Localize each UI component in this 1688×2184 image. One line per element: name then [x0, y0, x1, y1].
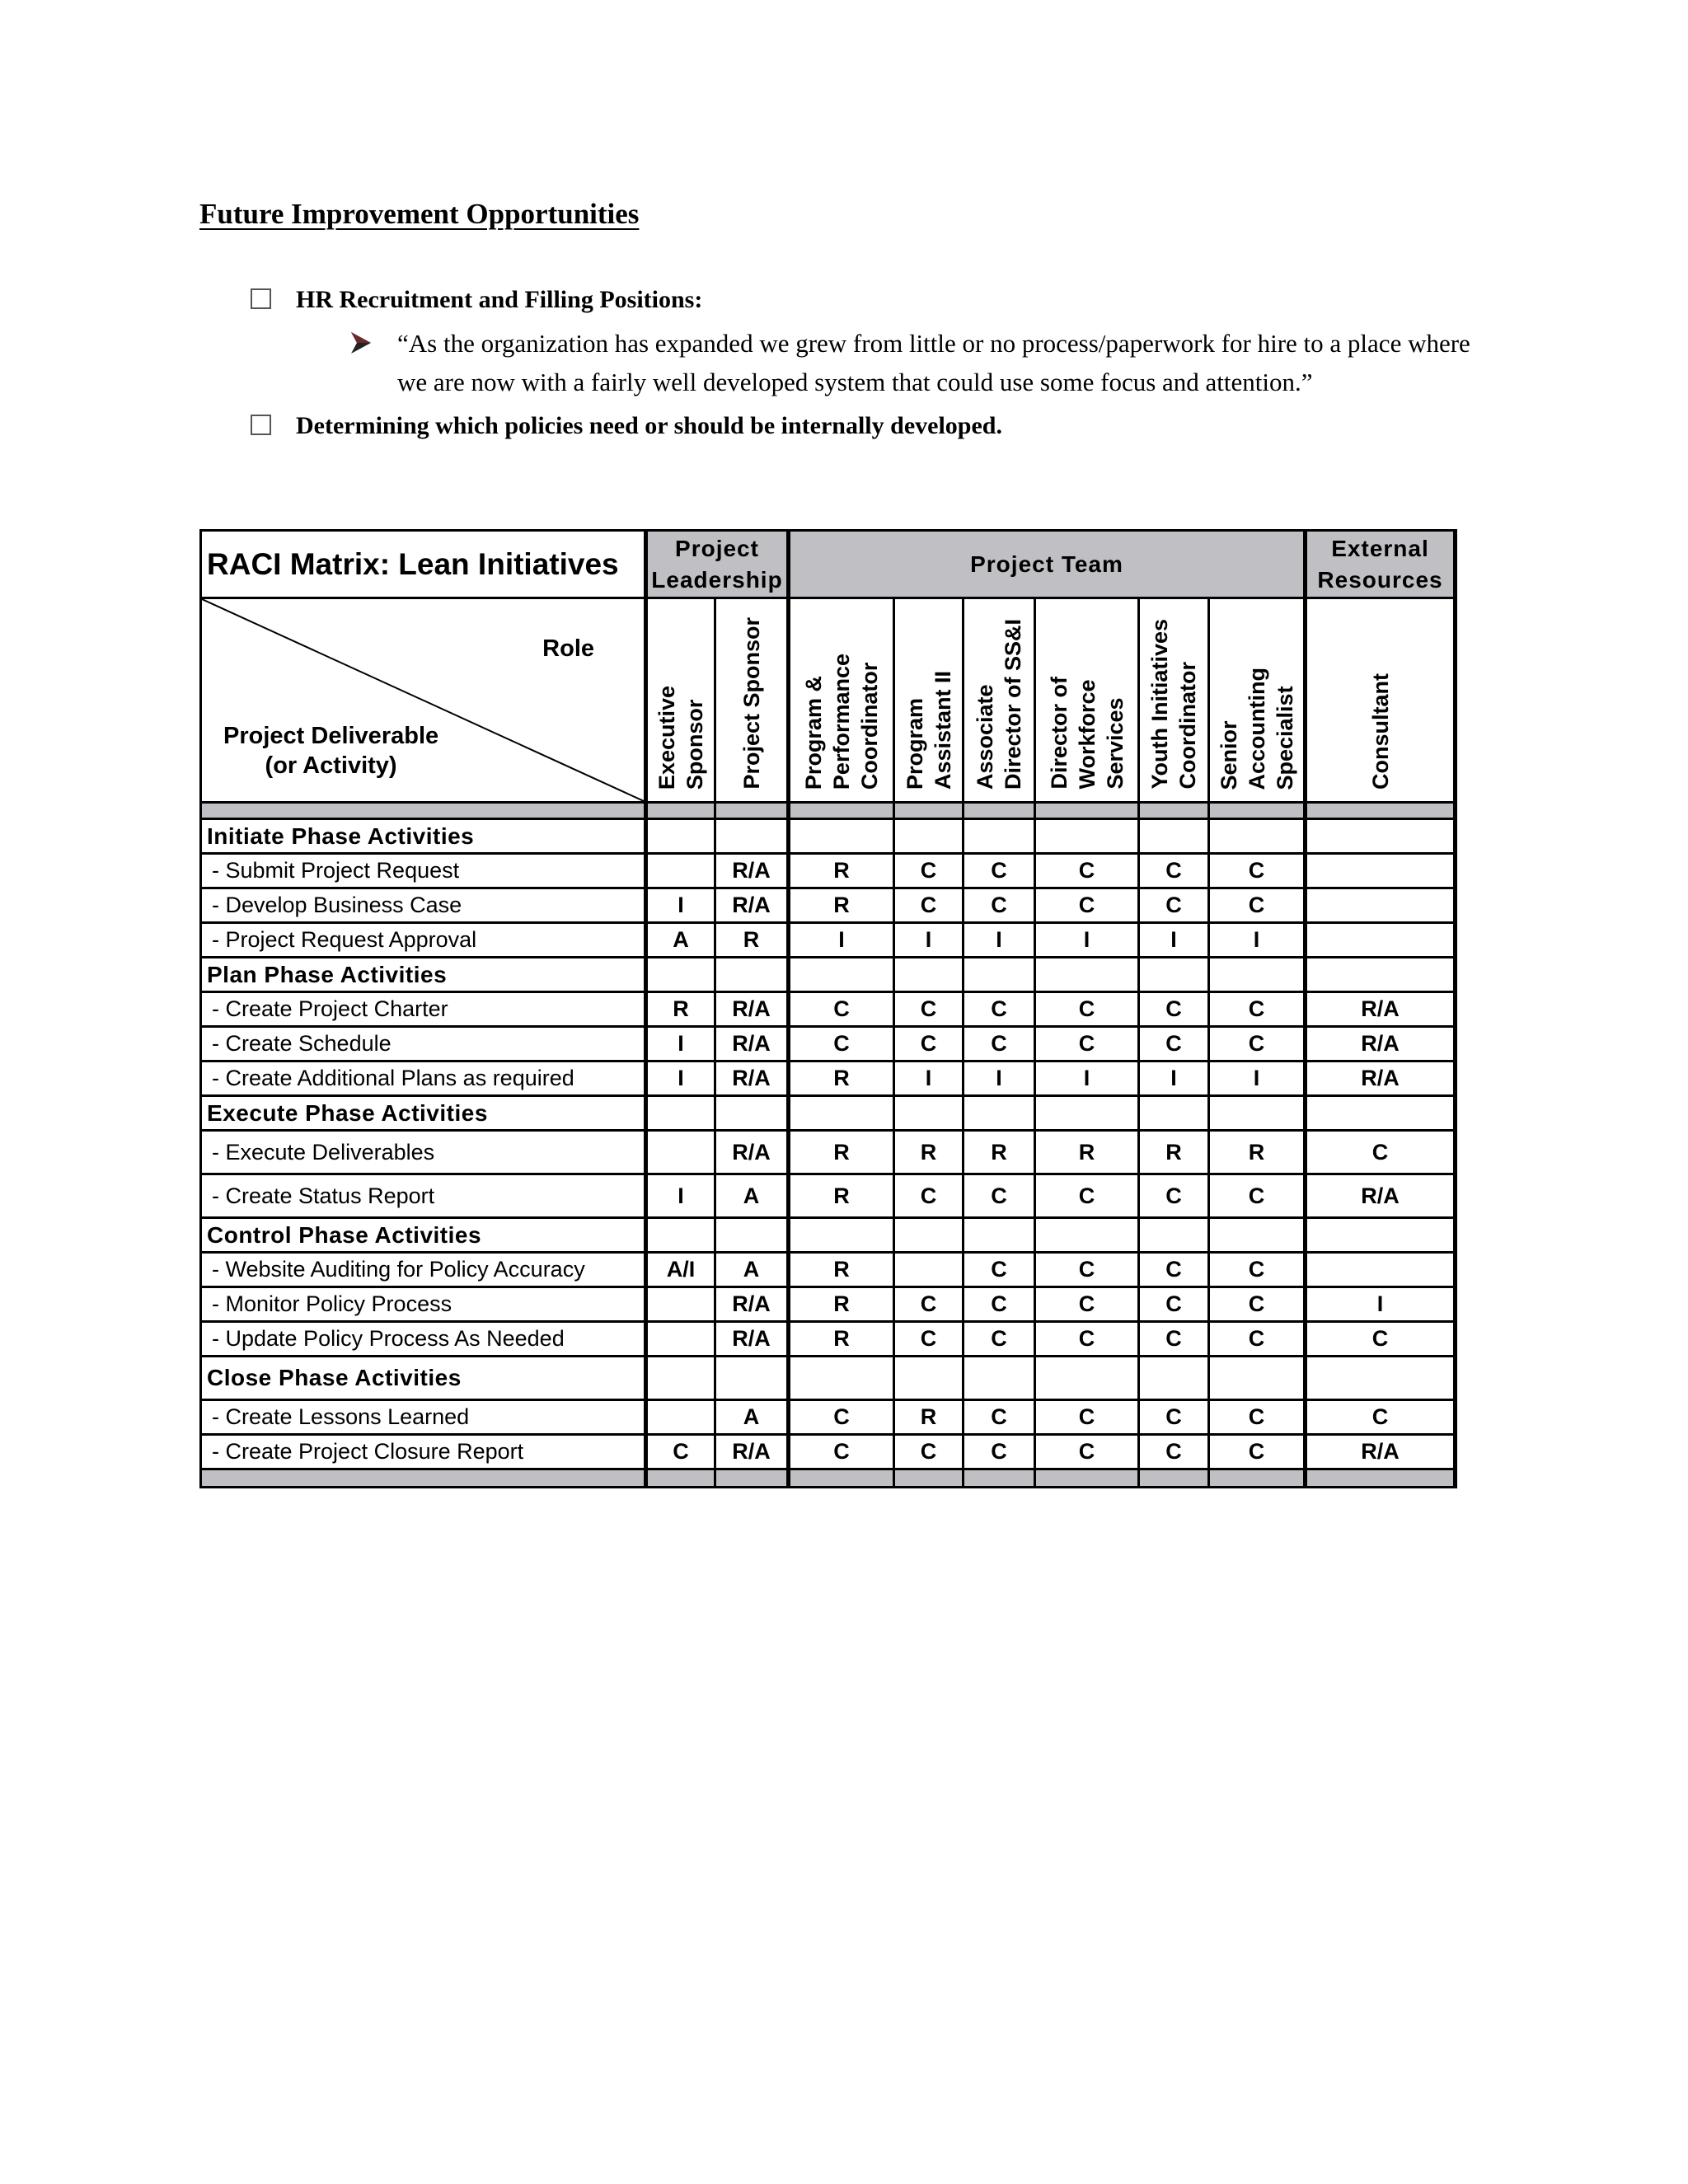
raci-value-cell: C: [894, 1287, 964, 1322]
raci-value-cell: [1306, 923, 1456, 958]
raci-value-cell: C: [646, 1435, 715, 1469]
phase-label: Execute Phase Activities: [201, 1096, 646, 1131]
raci-value-cell: I: [1306, 1287, 1456, 1322]
task-row: [201, 854, 1456, 888]
raci-value-cell: C: [1139, 1027, 1209, 1062]
raci-value-cell: [894, 1218, 964, 1253]
task-row: [201, 923, 1456, 958]
task-label: - Execute Deliverables: [201, 1131, 646, 1174]
task-label: - Monitor Policy Process: [201, 1287, 646, 1322]
raci-value-cell: R/A: [1306, 1062, 1456, 1096]
group-project-leadership: Project Leadership: [646, 531, 789, 598]
task-row: [201, 1174, 1456, 1218]
raci-value-cell: [1306, 1357, 1456, 1400]
raci-value-cell: I: [646, 1174, 715, 1218]
task-row: [201, 1253, 1456, 1287]
raci-value-cell: [715, 958, 789, 992]
raci-value-cell: [1306, 958, 1456, 992]
raci-value-cell: [1306, 819, 1456, 854]
raci-value-cell: A/I: [646, 1253, 715, 1287]
raci-value-cell: R: [894, 1400, 964, 1435]
raci-value-cell: C: [1209, 1174, 1306, 1218]
raci-value-cell: [789, 1096, 894, 1131]
phase-row: [201, 1218, 1456, 1253]
raci-value-cell: R: [964, 1131, 1035, 1174]
raci-value-cell: C: [894, 1435, 964, 1469]
raci-value-cell: C: [1035, 888, 1139, 923]
raci-value-cell: C: [894, 888, 964, 923]
raci-value-cell: [646, 1131, 715, 1174]
raci-value-cell: [1306, 1096, 1456, 1131]
spacer-cell: [646, 803, 715, 819]
raci-value-cell: [964, 1357, 1035, 1400]
raci-value-cell: A: [646, 923, 715, 958]
spacer-cell: [715, 803, 789, 819]
footer-cell: [789, 1469, 894, 1488]
raci-value-cell: [715, 1357, 789, 1400]
improvement-item-label: Determining which policies need or should be internally developed.: [296, 412, 1002, 439]
raci-value-cell: [1306, 1253, 1456, 1287]
raci-value-cell: R/A: [715, 1322, 789, 1357]
task-label: - Submit Project Request: [201, 854, 646, 888]
raci-value-cell: [715, 819, 789, 854]
raci-value-cell: [894, 819, 964, 854]
raci-value-cell: R/A: [1306, 1027, 1456, 1062]
task-row: [201, 1131, 1456, 1174]
raci-value-cell: [1035, 958, 1139, 992]
raci-value-cell: I: [646, 1027, 715, 1062]
raci-value-cell: C: [1035, 1400, 1139, 1435]
raci-value-cell: [1209, 1218, 1306, 1253]
raci-value-cell: R: [789, 1253, 894, 1287]
spacer-cell: [964, 803, 1035, 819]
raci-value-cell: C: [1035, 1435, 1139, 1469]
raci-value-cell: [646, 819, 715, 854]
raci-value-cell: R: [789, 1287, 894, 1322]
raci-value-cell: [1209, 1357, 1306, 1400]
raci-value-cell: R/A: [715, 1027, 789, 1062]
spacer-row: [201, 803, 1456, 819]
raci-value-cell: [1139, 1357, 1209, 1400]
raci-value-cell: C: [964, 888, 1035, 923]
raci-value-cell: R: [789, 888, 894, 923]
spacer-cell: [1306, 803, 1456, 819]
raci-value-cell: I: [964, 923, 1035, 958]
phase-label: Initiate Phase Activities: [201, 819, 646, 854]
raci-value-cell: R: [789, 1062, 894, 1096]
raci-value-cell: C: [1209, 1435, 1306, 1469]
raci-value-cell: I: [1209, 1062, 1306, 1096]
raci-value-cell: [646, 854, 715, 888]
raci-value-cell: R/A: [715, 888, 789, 923]
raci-value-cell: R/A: [715, 1062, 789, 1096]
task-label: - Develop Business Case: [201, 888, 646, 923]
role-name: Executive Sponsor: [654, 685, 707, 790]
raci-value-cell: [789, 1218, 894, 1253]
raci-value-cell: C: [964, 1400, 1035, 1435]
checkbox-icon: [251, 415, 271, 435]
raci-value-cell: [646, 1322, 715, 1357]
role-header: [1306, 598, 1456, 803]
task-label: - Create Project Closure Report: [201, 1435, 646, 1469]
raci-value-cell: C: [1139, 992, 1209, 1027]
task-label: - Create Additional Plans as required: [201, 1062, 646, 1096]
task-label: - Update Policy Process As Needed: [201, 1322, 646, 1357]
raci-value-cell: C: [1209, 1322, 1306, 1357]
raci-value-cell: R: [894, 1131, 964, 1174]
raci-value-cell: [789, 819, 894, 854]
raci-value-cell: [1139, 1218, 1209, 1253]
role-name: Program Assistant II: [902, 670, 955, 790]
footer-cell: [1139, 1469, 1209, 1488]
role-header: [1035, 598, 1139, 803]
raci-value-cell: [646, 1400, 715, 1435]
role-name: Director of Workforce Services: [1046, 677, 1128, 790]
raci-value-cell: C: [789, 1027, 894, 1062]
raci-value-cell: [789, 1357, 894, 1400]
role-deliverable-corner: [201, 598, 646, 803]
raci-value-cell: [715, 1096, 789, 1131]
raci-value-cell: R/A: [715, 1435, 789, 1469]
raci-matrix-table: [199, 529, 1457, 1488]
footer-cell: [715, 1469, 789, 1488]
raci-value-cell: C: [1035, 1287, 1139, 1322]
raci-value-cell: A: [715, 1253, 789, 1287]
group-external-resources: External Resources: [1306, 531, 1456, 598]
raci-value-cell: I: [646, 1062, 715, 1096]
task-row: [201, 1287, 1456, 1322]
raci-value-cell: R: [789, 854, 894, 888]
phase-row: [201, 1096, 1456, 1131]
task-row: [201, 1322, 1456, 1357]
spacer-cell: [1209, 803, 1306, 819]
group-project-team: Project Team: [789, 531, 1306, 598]
raci-value-cell: I: [1139, 1062, 1209, 1096]
footer-cell: [894, 1469, 964, 1488]
raci-value-cell: [1035, 1218, 1139, 1253]
quote-text: “As the organization has expanded we grew from little or no process/paperwork for hire to a place where we are now with a fairly well developed system that could use some focus and attention.”: [397, 329, 1470, 396]
raci-value-cell: C: [1035, 1253, 1139, 1287]
raci-value-cell: C: [1209, 1027, 1306, 1062]
deliverable-label: Project Deliverable (or Activity): [223, 723, 439, 779]
raci-value-cell: [894, 958, 964, 992]
raci-value-cell: C: [964, 1253, 1035, 1287]
raci-value-cell: C: [1306, 1131, 1456, 1174]
raci-value-cell: C: [964, 1435, 1035, 1469]
improvement-item-label: HR Recruitment and Filling Positions:: [296, 286, 703, 313]
raci-value-cell: R: [789, 1131, 894, 1174]
raci-value-cell: [1209, 819, 1306, 854]
raci-value-cell: [1139, 958, 1209, 992]
raci-value-cell: [646, 1357, 715, 1400]
raci-value-cell: [1209, 1096, 1306, 1131]
raci-value-cell: [964, 1218, 1035, 1253]
raci-value-cell: [1139, 819, 1209, 854]
spacer-cell: [1035, 803, 1139, 819]
role-header: [715, 598, 789, 803]
quote-item: [349, 324, 1487, 401]
phase-label: Close Phase Activities: [201, 1357, 646, 1400]
footer-cell: [1035, 1469, 1139, 1488]
role-header: [1209, 598, 1306, 803]
raci-value-cell: R/A: [1306, 1435, 1456, 1469]
raci-value-cell: R: [1209, 1131, 1306, 1174]
checkbox-icon: [251, 288, 271, 309]
raci-value-cell: I: [789, 923, 894, 958]
footer-cell: [646, 1469, 715, 1488]
raci-value-cell: C: [1139, 1322, 1209, 1357]
role-header: [894, 598, 964, 803]
spacer-cell: [789, 803, 894, 819]
role-name: Associate Director of SS&I: [973, 618, 1025, 790]
raci-value-cell: [1306, 854, 1456, 888]
footer-cell: [1209, 1469, 1306, 1488]
raci-value-cell: [1306, 1218, 1456, 1253]
raci-value-cell: R/A: [715, 992, 789, 1027]
raci-value-cell: C: [789, 1400, 894, 1435]
spacer-cell: [1139, 803, 1209, 819]
raci-value-cell: C: [1306, 1322, 1456, 1357]
raci-value-cell: I: [1139, 923, 1209, 958]
raci-value-cell: C: [1139, 854, 1209, 888]
raci-value-cell: C: [894, 1174, 964, 1218]
task-label: - Create Schedule: [201, 1027, 646, 1062]
raci-value-cell: [964, 1096, 1035, 1131]
raci-value-cell: R: [1139, 1131, 1209, 1174]
raci-value-cell: C: [964, 1174, 1035, 1218]
raci-value-cell: [1035, 1096, 1139, 1131]
raci-value-cell: C: [1306, 1400, 1456, 1435]
raci-value-cell: [789, 958, 894, 992]
raci-value-cell: C: [1209, 992, 1306, 1027]
raci-value-cell: I: [894, 923, 964, 958]
role-name: Youth Initiatives Coordinator: [1147, 619, 1200, 790]
role-header: [646, 598, 715, 803]
raci-value-cell: [1035, 1357, 1139, 1400]
matrix-title: RACI Matrix: Lean Initiatives: [201, 531, 646, 598]
raci-value-cell: R/A: [715, 1287, 789, 1322]
raci-value-cell: R/A: [715, 1131, 789, 1174]
raci-value-cell: I: [894, 1062, 964, 1096]
raci-value-cell: C: [1035, 1027, 1139, 1062]
raci-value-cell: R: [789, 1174, 894, 1218]
raci-value-cell: R/A: [1306, 992, 1456, 1027]
spacer-cell: [201, 803, 646, 819]
task-row: [201, 1400, 1456, 1435]
role-name: Consultant: [1367, 673, 1393, 790]
raci-value-cell: R: [715, 923, 789, 958]
raci-value-cell: C: [789, 992, 894, 1027]
raci-value-cell: C: [1139, 1253, 1209, 1287]
task-row: [201, 1062, 1456, 1096]
raci-value-cell: R/A: [715, 854, 789, 888]
raci-value-cell: C: [789, 1435, 894, 1469]
task-row: [201, 888, 1456, 923]
improvement-item-policies: [251, 412, 1002, 440]
task-label: - Create Project Charter: [201, 992, 646, 1027]
task-row: [201, 1027, 1456, 1062]
raci-value-cell: C: [1139, 1287, 1209, 1322]
raci-value-cell: [1035, 819, 1139, 854]
raci-value-cell: I: [646, 888, 715, 923]
raci-value-cell: C: [1035, 992, 1139, 1027]
raci-value-cell: [894, 1357, 964, 1400]
raci-value-cell: [715, 1218, 789, 1253]
raci-value-cell: [894, 1253, 964, 1287]
phase-label: Plan Phase Activities: [201, 958, 646, 992]
raci-value-cell: C: [894, 854, 964, 888]
raci-value-cell: [894, 1096, 964, 1131]
task-label: - Project Request Approval: [201, 923, 646, 958]
raci-value-cell: C: [1209, 1253, 1306, 1287]
raci-value-cell: C: [894, 992, 964, 1027]
raci-value-cell: C: [964, 854, 1035, 888]
raci-value-cell: C: [964, 992, 1035, 1027]
task-label: - Create Lessons Learned: [201, 1400, 646, 1435]
role-header-row: [201, 598, 1456, 803]
task-label: - Create Status Report: [201, 1174, 646, 1218]
raci-value-cell: C: [964, 1322, 1035, 1357]
group-header-row: [201, 531, 1456, 598]
raci-value-cell: R/A: [1306, 1174, 1456, 1218]
role-name: Senior Accounting Specialist: [1216, 667, 1297, 790]
raci-value-cell: [646, 1096, 715, 1131]
raci-value-cell: C: [1035, 1174, 1139, 1218]
raci-value-cell: R: [1035, 1131, 1139, 1174]
raci-value-cell: C: [1139, 1400, 1209, 1435]
raci-value-cell: C: [964, 1027, 1035, 1062]
raci-value-cell: I: [964, 1062, 1035, 1096]
raci-value-cell: C: [964, 1287, 1035, 1322]
phase-row: [201, 1357, 1456, 1400]
raci-value-cell: R: [789, 1322, 894, 1357]
arrow-bullet-icon: [349, 330, 373, 355]
section-title: Future Improvement Opportunities: [199, 198, 640, 230]
phase-row: [201, 819, 1456, 854]
footer-cell: [201, 1469, 646, 1488]
raci-value-cell: C: [894, 1027, 964, 1062]
raci-value-cell: [964, 819, 1035, 854]
footer-row: [201, 1469, 1456, 1488]
raci-value-cell: I: [1035, 1062, 1139, 1096]
role-name: Program & Performance Coordinator: [801, 653, 882, 790]
raci-value-cell: C: [1139, 888, 1209, 923]
raci-value-cell: [1139, 1096, 1209, 1131]
task-row: [201, 1435, 1456, 1469]
raci-value-cell: [1209, 958, 1306, 992]
role-header: [964, 598, 1035, 803]
role-header: [789, 598, 894, 803]
task-label: - Website Auditing for Policy Accuracy: [201, 1253, 646, 1287]
raci-value-cell: C: [1209, 854, 1306, 888]
raci-value-cell: C: [1139, 1435, 1209, 1469]
raci-value-cell: [646, 1287, 715, 1322]
improvement-item-hr: [251, 286, 702, 314]
task-row: [201, 992, 1456, 1027]
role-label: Role: [542, 635, 594, 662]
raci-value-cell: C: [1209, 1400, 1306, 1435]
raci-value-cell: R: [646, 992, 715, 1027]
raci-value-cell: C: [1035, 1322, 1139, 1357]
raci-value-cell: A: [715, 1400, 789, 1435]
raci-value-cell: C: [1035, 854, 1139, 888]
raci-value-cell: [646, 1218, 715, 1253]
phase-row: [201, 958, 1456, 992]
spacer-cell: [894, 803, 964, 819]
footer-cell: [964, 1469, 1035, 1488]
raci-value-cell: A: [715, 1174, 789, 1218]
raci-value-cell: C: [1139, 1174, 1209, 1218]
raci-value-cell: I: [1035, 923, 1139, 958]
raci-value-cell: [964, 958, 1035, 992]
raci-value-cell: C: [1209, 1287, 1306, 1322]
role-name: Project Sponsor: [738, 617, 764, 790]
raci-value-cell: [1306, 888, 1456, 923]
role-header: [1139, 598, 1209, 803]
raci-value-cell: C: [894, 1322, 964, 1357]
raci-value-cell: C: [1209, 888, 1306, 923]
footer-cell: [1306, 1469, 1456, 1488]
raci-value-cell: I: [1209, 923, 1306, 958]
raci-value-cell: [646, 958, 715, 992]
phase-label: Control Phase Activities: [201, 1218, 646, 1253]
